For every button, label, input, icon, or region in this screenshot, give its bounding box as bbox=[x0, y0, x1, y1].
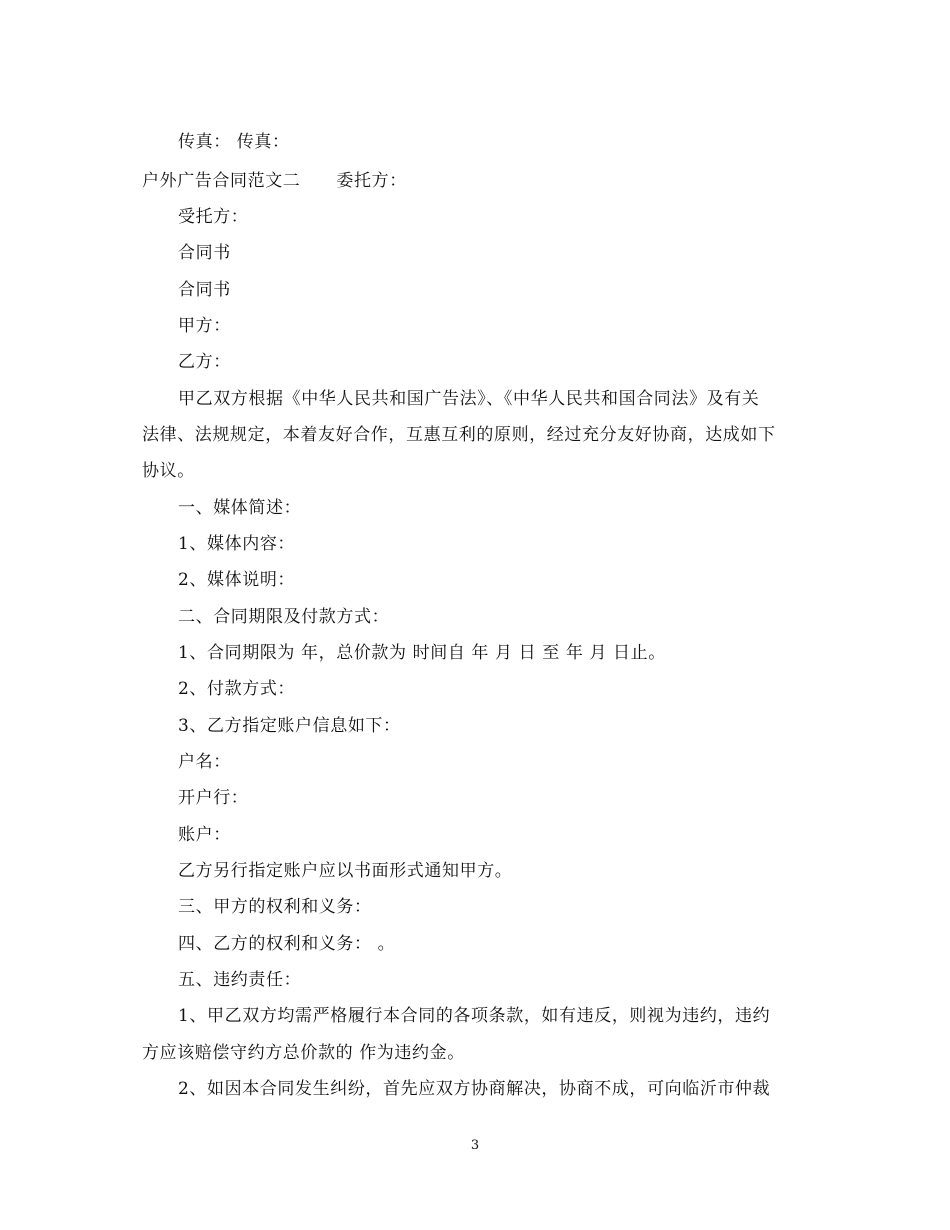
client-label: 委托方： bbox=[336, 171, 407, 191]
contract-heading: 合同书 bbox=[178, 280, 231, 300]
agent-label: 受托方： bbox=[178, 207, 249, 227]
paragraph-line: 法律、法规规定，本着友好合作，互惠互利的原则，经过充分友好协商，达成如下 bbox=[142, 425, 776, 445]
section-heading: 四、乙方的权利和义务： 。 bbox=[178, 934, 396, 954]
paragraph-line: 协议。 bbox=[142, 461, 195, 481]
title-and-client-line bbox=[142, 170, 407, 192]
party-b-label: 乙方： bbox=[178, 352, 231, 372]
section-title: 户外广告合同范文二 bbox=[142, 171, 301, 191]
contract-heading: 合同书 bbox=[178, 243, 231, 263]
account-label: 账户： bbox=[178, 825, 231, 845]
section-heading: 五、违约责任： bbox=[178, 970, 302, 990]
account-name-label: 户名： bbox=[178, 752, 231, 772]
fax-line: 传真： 传真： bbox=[178, 132, 290, 152]
clause-line: 2、付款方式： bbox=[178, 679, 296, 699]
clause-line: 2、媒体说明： bbox=[178, 570, 296, 590]
clause-line: 1、合同期限为 年，总价款为 时间自 年 月 日 至 年 月 日止。 bbox=[178, 643, 666, 663]
clause-line: 1、甲乙双方均需严格履行本合同的各项条款，如有违反，则视为违约，违约 bbox=[178, 1006, 771, 1026]
section-heading: 一、媒体简述： bbox=[178, 498, 302, 518]
clause-line: 3、乙方指定账户信息如下： bbox=[178, 716, 401, 736]
clause-line: 1、媒体内容： bbox=[178, 534, 296, 554]
clause-line: 2、如因本合同发生纠纷，首先应双方协商解决，协商不成，可向临沂市仲裁 bbox=[178, 1079, 771, 1099]
section-heading: 三、甲方的权利和义务： bbox=[178, 897, 372, 917]
paragraph-line: 甲乙双方根据《中华人民共和国广告法》、《中华人民共和国合同法》及有关 bbox=[178, 389, 760, 409]
bank-label: 开户行： bbox=[178, 788, 249, 808]
party-a-label: 甲方： bbox=[178, 316, 231, 336]
page-number: 3 bbox=[470, 1138, 480, 1153]
clause-line: 乙方另行指定账户应以书面形式通知甲方。 bbox=[178, 861, 513, 881]
clause-line: 方应该赔偿守约方总价款的 作为违约金。 bbox=[142, 1043, 465, 1063]
section-heading: 二、合同期限及付款方式： bbox=[178, 607, 390, 627]
